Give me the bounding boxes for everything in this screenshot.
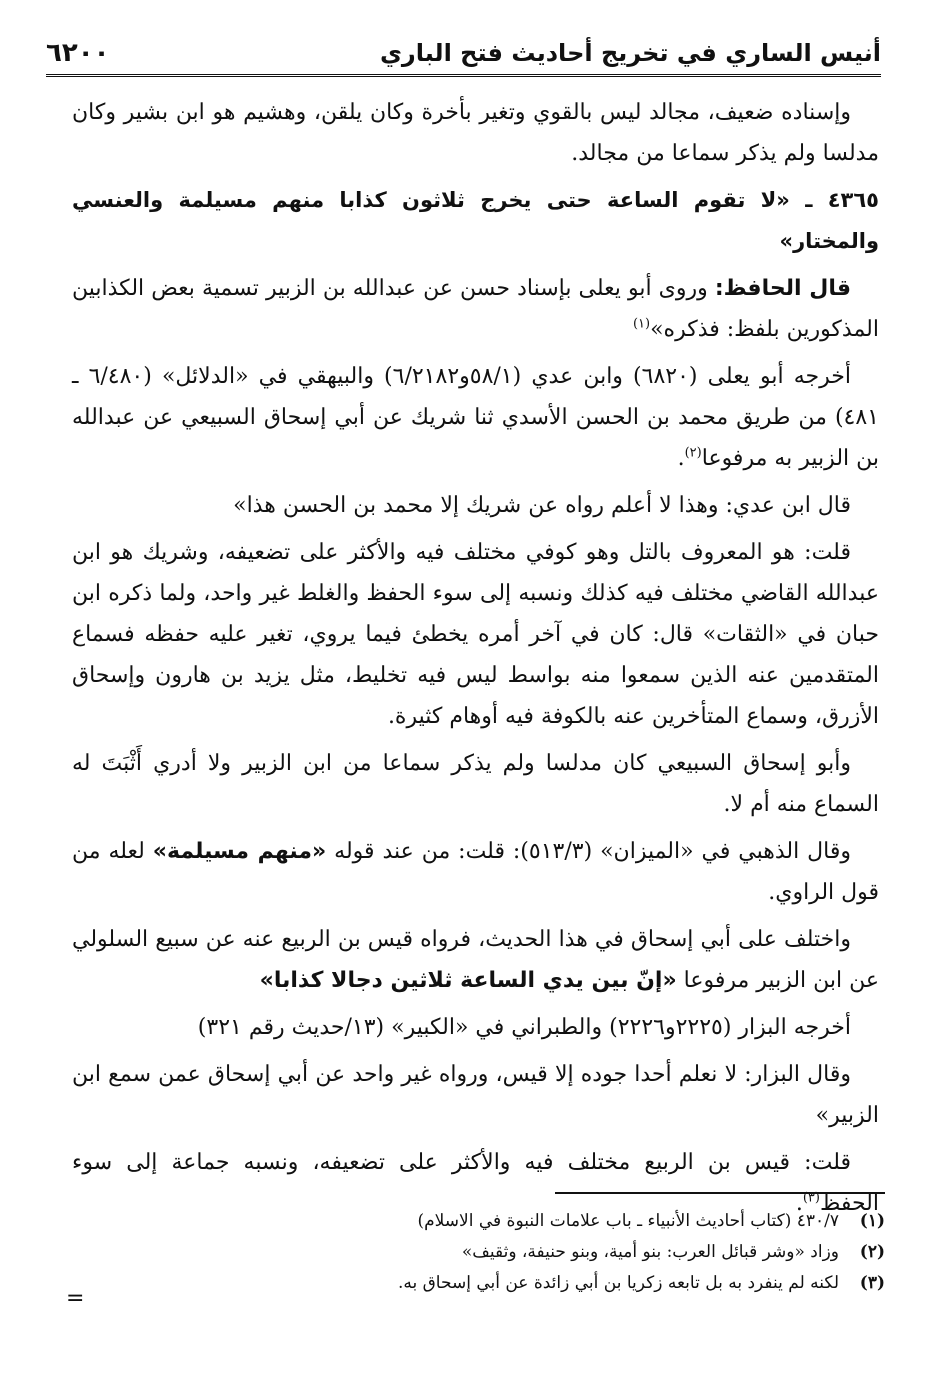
hadith-heading: ٤٣٦٥ ـ «لا تقوم الساعة حتى يخرج ثلاثون كذابا منهم مسيلمة والعنسي والمختار»	[72, 188, 879, 253]
page-header	[46, 32, 881, 77]
paragraph: وقال البزار: لا نعلم أحدا جوده إلا قيس، ورواه غير واحد عن أبي إسحاق عمن سمع ابن الزبير»	[72, 1062, 879, 1128]
paragraph: أخرجه البزار (٢٢٢٥و٢٢٢٦) والطبراني في «الكبير» (١٣/حديث رقم ٣٢١)	[197, 1015, 851, 1040]
paragraph: وإسناده ضعيف، مجالد ليس بالقوي وتغير بأخرة وكان يلقن، وهشيم هو ابن بشير وكان مدلسا ولم يذكر سماعا من مجالد.	[72, 100, 879, 166]
footnote-ref: (١)	[632, 316, 651, 332]
footnote: (١) ٤٣٠/٧ (كتاب أحاديث الأنبياء ـ باب علامات النبوة في الاسلام)	[417, 1211, 885, 1231]
footnote-divider	[555, 1192, 885, 1194]
paragraph: قلت: هو المعروف بالتل وهو كوفي مختلف فيه والأكثر على تضعيفه، وشريك هو ابن عبدالله القاضي مختلف فيه كذلك ونسبه إلى سوء الحفظ والغلط غير واحد، ولما ذكره ابن حبان في «الثقات» قال: كان في آخر أمره يخطئ فيما يروي، تغير عليه حفظه فسماع المتقدمين عنه الذين سمعوا منه بواسط ليس فيه تخليط، مثل يزيد بن هارون وإسحاق الأزرق، وسماع المتأخرين عنه بالكوفة فيه أوهام كثيرة.	[72, 540, 879, 729]
footnotes	[72, 1206, 885, 1299]
paragraph: قال ابن عدي: وهذا لا أعلم رواه عن شريك إلا محمد بن الحسن هذا»	[233, 493, 851, 518]
footnote: (٣) لكنه لم ينفرد به بل تابعه زكريا بن أبي زائدة عن أبي إسحاق به.	[397, 1273, 885, 1293]
running-title: أنيس الساري في تخريج أحاديث فتح الباري	[379, 39, 881, 67]
body-text	[72, 92, 879, 1230]
paragraph: وقال الذهبي في «الميزان» (٥١٣/٣): قلت: من عند قوله «منهم مسيلمة» لعله من قول الراوي.	[72, 839, 879, 905]
continuation-mark: =	[66, 1286, 85, 1311]
page-number: ٦٢٠٠	[46, 38, 110, 68]
paragraph: قال الحافظ: وروى أبو يعلى بإسناد حسن عن عبدالله بن الزبير تسمية بعض الكذابين المذكورين بلفظ: فذكره»$^{(١)}$	[72, 276, 879, 342]
paragraph: أخرجه أبو يعلى (٦٨٢٠) وابن عدي (٥٨/١و٦/٢١٨٢) والبيهقي في «الدلائل» (٦/٤٨٠ ـ ٤٨١) من طريق محمد بن الحسن الأسدي ثنا شريك عن أبي إسحاق السبيعي عن عبدالله بن الزبير به مرفوعا$^{(٢)}$.	[72, 364, 879, 471]
paragraph: وأبو إسحاق السبيعي كان مدلسا ولم يذكر سماعا من ابن الزبير ولا أدري أَثْبَتَ له السماع منه أم لا.	[72, 751, 879, 817]
footnote-ref: (٣)	[802, 1190, 820, 1206]
paragraph: واختلف على أبي إسحاق في هذا الحديث، فرواه قيس بن الربيع عنه عن سبيع السلولي عن ابن الزبير مرفوعا «إنّ بين يدي الساعة ثلاثين دجالا كذابا»	[72, 927, 879, 993]
footnote: (٢) وزاد «وشر قبائل العرب: بنو أمية، وبنو حنيفة، وثقيف»	[461, 1242, 885, 1262]
paragraph: قلت: قيس بن الربيع مختلف فيه والأكثر على تضعيفه، ونسبه جماعة إلى سوء الحفظ$^{(٣)}$.	[72, 1150, 879, 1216]
footnote-ref: (٢)	[684, 445, 702, 461]
